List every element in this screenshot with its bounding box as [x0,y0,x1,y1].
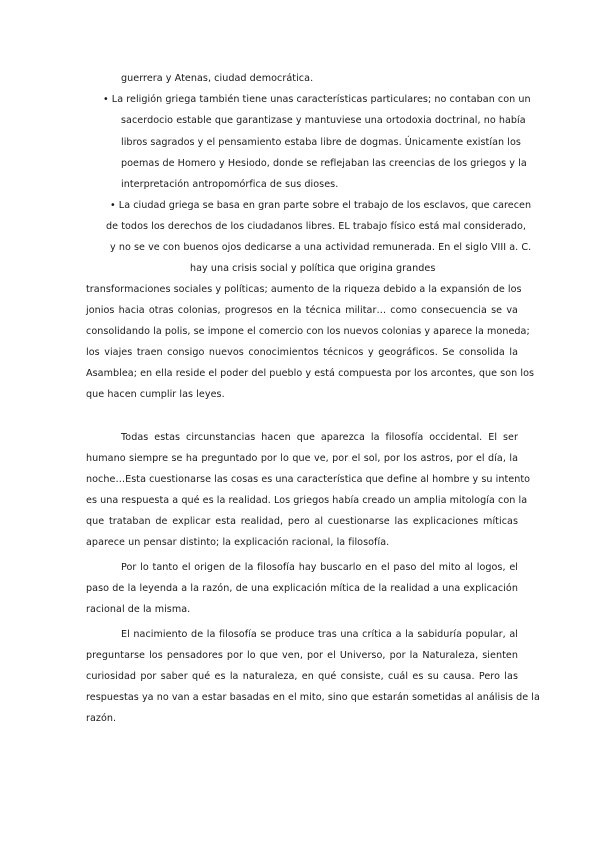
text-line: y no se ve con buenos ojos dedicarse a una actividad remunerada. En el siglo VIII a. C. [110,242,532,253]
bullet-ciudad: • La ciudad griega se basa en gran parte sobre el trabajo de los esclavos, que carecen [110,200,532,211]
text-line: consolidando la polis, se impone el comercio con los nuevos colonias y aparece la moneda; [86,326,530,337]
text-line: jonios hacia otras colonias, progresos en la técnica militar… como consecuencia se va [86,305,518,316]
text-line: racional de la misma. [86,604,191,615]
paragraph-start: Todas estas circunstancias hacen que aparezca la filosofía occidental. El ser [121,432,518,443]
text-line: paso de la leyenda a la razón, de una explicación mítica de la realidad a una explicación [86,583,518,594]
text-line: guerrera y Atenas, ciudad democrática. [121,73,314,84]
text-line: Asamblea; en ella reside el poder del pueblo y está compuesta por los arcontes, que son los [86,368,535,379]
text-line: noche…Esta cuestionarse las cosas es una característica que define al hombre y su intento [86,474,531,485]
text-line: razón. [86,713,117,724]
text-line: respuestas ya no van a estar basadas en el mito, sino que estarán sometidas al análisis de la [86,692,540,703]
text-line: de todos los derechos de los ciudadanos libres. EL trabajo físico está mal considerado, [106,221,526,232]
paragraph-start: El nacimiento de la filosofía se produce tras una crítica a la sabiduría popular, al [121,629,518,640]
paragraph-start: Por lo tanto el origen de la filosofía hay buscarlo en el paso del mito al logos, el [121,562,518,573]
text-line: es una respuesta a qué es la realidad. Los griegos había creado un amplia mitología con la [86,495,528,506]
text-line: que hacen cumplir las leyes. [86,389,225,400]
text-line: interpretación antropomórfica de sus dioses. [121,179,339,190]
text-line: poemas de Homero y Hesiodo, donde se reflejaban las creencias de los griegos y la [121,158,527,169]
text-line: curiosidad por saber qué es la naturaleza, en qué consiste, cuál es su causa. Pero las [86,671,518,682]
text-line: sacerdocio estable que garantizase y mantuviese una ortodoxia doctrinal, no había [121,115,526,126]
text-line: libros sagrados y el pensamiento estaba libre de dogmas. Únicamente existían los [121,137,521,148]
text-line: humano siempre se ha preguntado por lo que ve, por el sol, por los astros, por el día, la [86,453,518,464]
bullet-religion: • La religión griega también tiene unas características particulares; no contaban con un [103,94,531,105]
text-line: preguntarse los pensadores por lo que ven, por el Universo, por la Naturaleza, sienten [86,650,518,661]
text-line: los viajes traen consigo nuevos conocimientos técnicos y geográficos. Se consolida la [86,347,518,358]
text-line: hay una crisis social y política que origina grandes [190,263,436,274]
text-line: transformaciones sociales y políticas; aumento de la riqueza debido a la expansión de los [86,284,522,295]
text-line: aparece un pensar distinto; la explicación racional, la filosofía. [86,537,390,548]
text-line: que trataban de explicar esta realidad, pero al cuestionarse las explicaciones míticas [86,516,518,527]
